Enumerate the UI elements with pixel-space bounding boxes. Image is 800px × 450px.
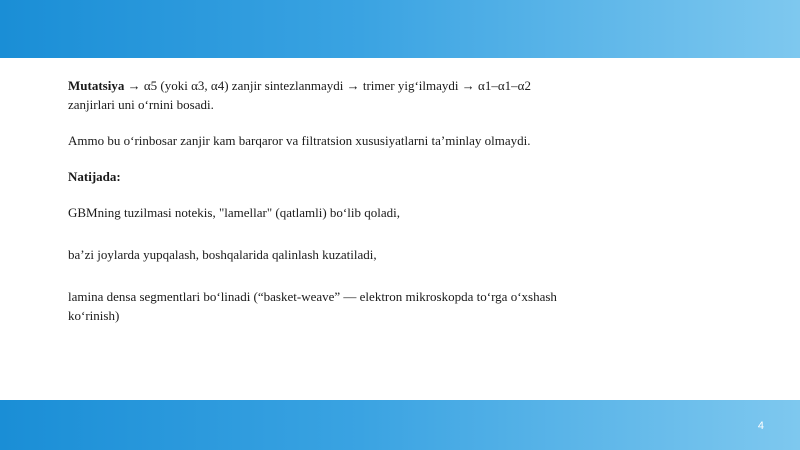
paragraph-thinning: ba’zi joylarda yupqalash, boshqalarida qalinlash kuzatiladi, [68,247,377,262]
slide-content [68,76,568,325]
paragraph-mutation [68,76,568,114]
paragraph-gbm-structure: GBMning tuzilmasi notekis, "lamellar" (qatlamli) bo‘lib qoladi, [68,205,400,220]
header-band [0,0,800,58]
page-number: 4 [757,420,764,432]
mutation-text: → α5 (yoki α3, α4) zanjir sintezlanmaydi → trimer yig‘ilmaydi → α1–α1–α2 zanjirlari uni o‘rnini bosadi. [68,78,531,112]
mutation-term: Mutatsiya [68,78,125,93]
paragraph-lamina-densa: lamina densa segmentlari bo‘linadi (“basket-weave” — elektron mikroskopda to‘rga o‘xshash ko‘rinish) [68,289,557,323]
paragraph-substitute-chain: Ammo bu o‘rinbosar zanjir kam barqaror va filtratsion xususiyatlarni ta’minlay olmaydi. [68,133,531,148]
footer-band [0,400,800,450]
result-heading: Natijada: [68,169,121,184]
